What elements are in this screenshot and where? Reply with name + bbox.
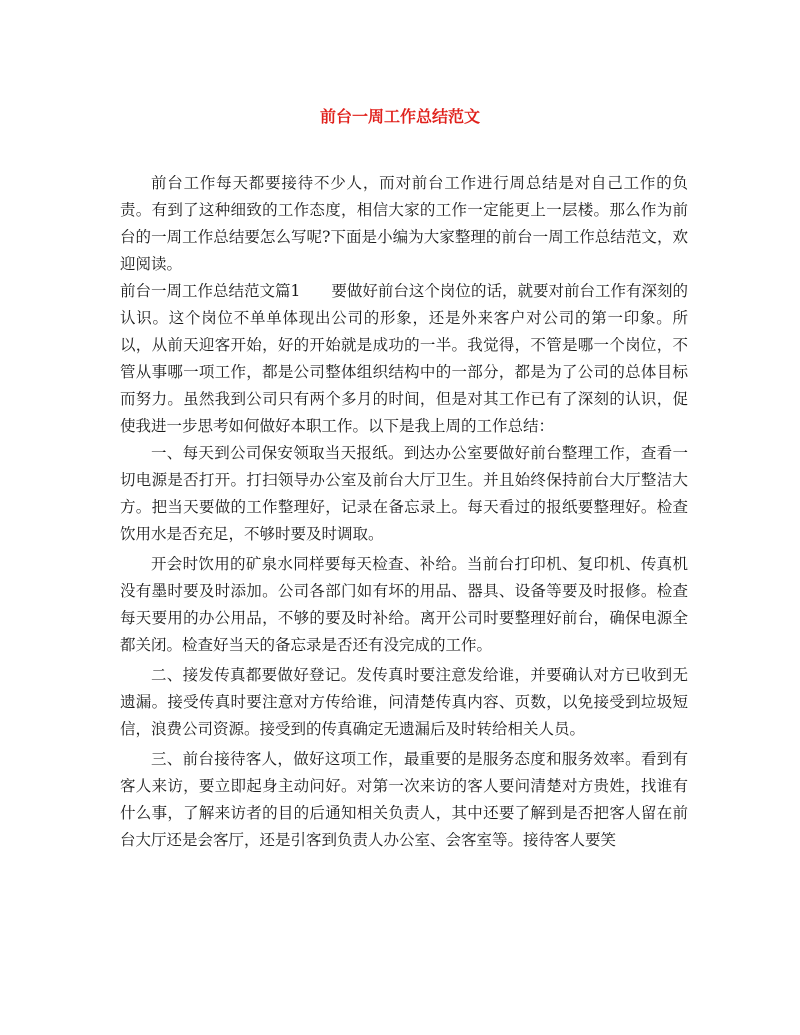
- paragraph-1: 一、每天到公司保安领取当天报纸。到达办公室要做好前台整理工作，查看一切电源是否打开。打扫领导办公室及前台大厅卫生。并且始终保持前台大厅整洁大方。把当天要做的工作整理好，记录在备忘录上。每天看过的报纸要整理好。检查饮用水是否充足，不够时要及时调取。: [120, 444, 688, 543]
- document-body: [120, 170, 688, 854]
- paragraph-4: 三、前台接待客人，做好这项工作，最重要的是服务态度和服务效率。看到有客人来访，要立即起身主动问好。对第一次来访的客人要问清楚对方贵姓，找谁有什么事，了解来访者的目的后通知相关负责人，其中还要了解到是否把客人留在前台大厅还是会客厅，还是引客到负责人办公室、会客室等。接待客人要笑: [120, 750, 688, 849]
- paragraph-2: 开会时饮用的矿泉水同样要每天检查、补给。当前台打印机、复印机、传真机没有墨时要及时添加。公司各部门如有坏的用品、器具、设备等要及时报修。检查每天要用的办公用品，不够的要及时补给。离开公司时要整理好前台，确保电源全都关闭。检查好当天的备忘录是否还有没完成的工作。: [120, 555, 688, 654]
- intro-paragraph: 前台工作每天都要接待不少人，而对前台工作进行周总结是对自己工作的负责。有到了这种细致的工作态度，相信大家的工作一定能更上一层楼。那么作为前台的一周工作总结要怎么写呢?下面是小编为大家整理的前台一周工作总结范文，欢迎阅读。: [120, 174, 688, 273]
- section-heading: 前台一周工作总结范文篇1: [120, 282, 301, 300]
- section-lead-text: 要做好前台这个岗位的话，就要对前台工作有深刻的认识。这个岗位不单单体现出公司的形象，还是外来客户对公司的第一印象。所以，从前天迎客开始，好的开始就是成功的一半。我觉得，不管是哪一个岗位，不管从事哪一项工作，都是公司整体组织结构中的一部分，都是为了公司的总体目标而努力。虽然我到公司只有两个多月的时间，但是对其工作已有了深刻的认识，促使我进一步思考如何做好本职工作。以下是我上周的工作总结：: [120, 282, 688, 435]
- paragraph-3: 二、接发传真都要做好登记。发传真时要注意发给谁，并要确认对方已收到无遗漏。接受传真时要注意对方传给谁，问清楚传真内容、页数，以免接受到垃圾短信，浪费公司资源。接受到的传真确定无遗漏后及时转给相关人员。: [120, 666, 688, 738]
- document-title: 前台一周工作总结范文: [319, 107, 480, 126]
- section-paragraph: [120, 278, 688, 440]
